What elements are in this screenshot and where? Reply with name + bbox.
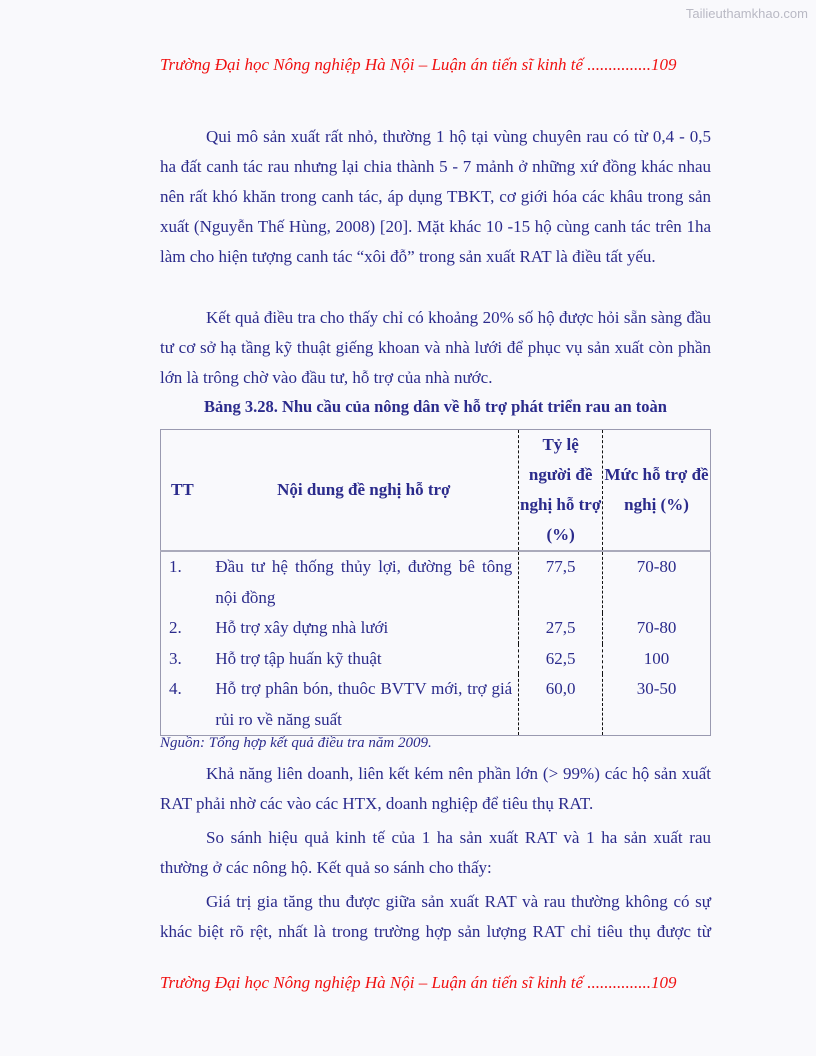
paragraph-text: Khả năng liên doanh, liên kết kém nên phần lớn (> 99%) các hộ sản xuất RAT phải nhờ các vào các HTX, doanh nghiệp để tiêu thụ RAT.: [160, 764, 711, 813]
paragraph-text: Kết quả điều tra cho thấy chỉ có khoảng 20% số hộ được hỏi sẵn sàng đầu tư cơ sở hạ tầng kỹ thuật giếng khoan và nhà lưới để phục vụ sản xuất còn phần lớn là trông chờ vào đầu tư, hỗ trợ của nhà nước.: [160, 308, 711, 387]
paragraph-text: Qui mô sản xuất rất nhỏ, thường 1 hộ tại vùng chuyên rau có từ 0,4 - 0,5 ha đất canh tác rau nhưng lại chia thành 5 - 7 mảnh ở những xứ đồng khác nhau nên rất khó khăn trong canh tác, áp dụng TBKT, cơ giới hóa các khâu trong sản xuất (Nguyễn Thế Hùng, 2008) [20]. Mặt khác 10 -15 hộ cùng canh tác trên 1ha làm cho hiện tượng canh tác “xôi đỗ” trong sản xuất RAT là điều tất yếu.: [160, 127, 711, 266]
header-tt: TT: [161, 430, 216, 552]
row-number: 1.: [169, 557, 182, 576]
page-footer: Trường Đại học Nông nghiệp Hà Nội – Luận án tiến sĩ kinh tế ...............109: [160, 973, 677, 992]
row-rate: 62,5: [519, 644, 603, 675]
paragraph: [160, 303, 711, 393]
paragraph: [160, 759, 711, 819]
header-rate: Tỷ lệ người đề nghị hỗ trợ (%): [519, 430, 603, 552]
table-row: [161, 613, 711, 644]
table-row: [161, 551, 711, 613]
row-level: 100: [603, 644, 711, 675]
row-level: 70-80: [603, 551, 711, 613]
row-number: 2.: [169, 618, 182, 637]
row-content: Hỗ trợ phân bón, thuôc BVTV mới, trợ giá rủi ro về năng suất: [215, 679, 513, 729]
row-number: 3.: [169, 648, 182, 668]
row-level: 30-50: [603, 674, 711, 736]
row-rate: 60,0: [519, 674, 603, 736]
row-content: Hỗ trợ xây dựng nhà lưới: [215, 618, 389, 637]
table-header-row: [161, 430, 711, 552]
row-content: Hỗ trợ tập huấn kỹ thuật: [215, 648, 382, 668]
page-header: Trường Đại học Nông nghiệp Hà Nội – Luận án tiến sĩ kinh tế ...............109: [160, 55, 677, 74]
header-level: Mức hỗ trợ đề nghị (%): [603, 430, 711, 552]
row-content: Đầu tư hệ thống thủy lợi, đường bê tông nội đồng: [215, 557, 513, 607]
paragraph-text: So sánh hiệu quả kinh tế của 1 ha sản xuất RAT và 1 ha sản xuất rau thường ở các nông hộ. Kết quả so sánh cho thấy:: [160, 828, 711, 877]
table-row: [161, 644, 711, 675]
table-row: [161, 674, 711, 736]
table-source: Nguồn: Tổng hợp kết quả điều tra năm 2009.: [160, 735, 432, 751]
table-caption: Bảng 3.28. Nhu cầu của nông dân về hỗ trợ phát triển rau an toàn: [204, 397, 667, 416]
paragraph-text: Giá trị gia tăng thu được giữa sản xuất RAT và rau thường không có sự khác biệt rõ rệt, nhất là trong trường hợp sản lượng RAT chỉ tiêu thụ được từ: [160, 892, 711, 941]
row-number: 4.: [169, 679, 182, 698]
paragraph: [160, 887, 711, 947]
watermark: Tailieuthamkhao.com: [685, 6, 808, 21]
support-table: [160, 429, 711, 736]
row-rate: 27,5: [519, 613, 603, 644]
row-rate: 77,5: [519, 551, 603, 613]
paragraph: [160, 823, 711, 883]
header-content: Nội dung đề nghị hỗ trợ: [215, 430, 518, 552]
paragraph: [160, 122, 711, 272]
row-level: 70-80: [603, 613, 711, 644]
